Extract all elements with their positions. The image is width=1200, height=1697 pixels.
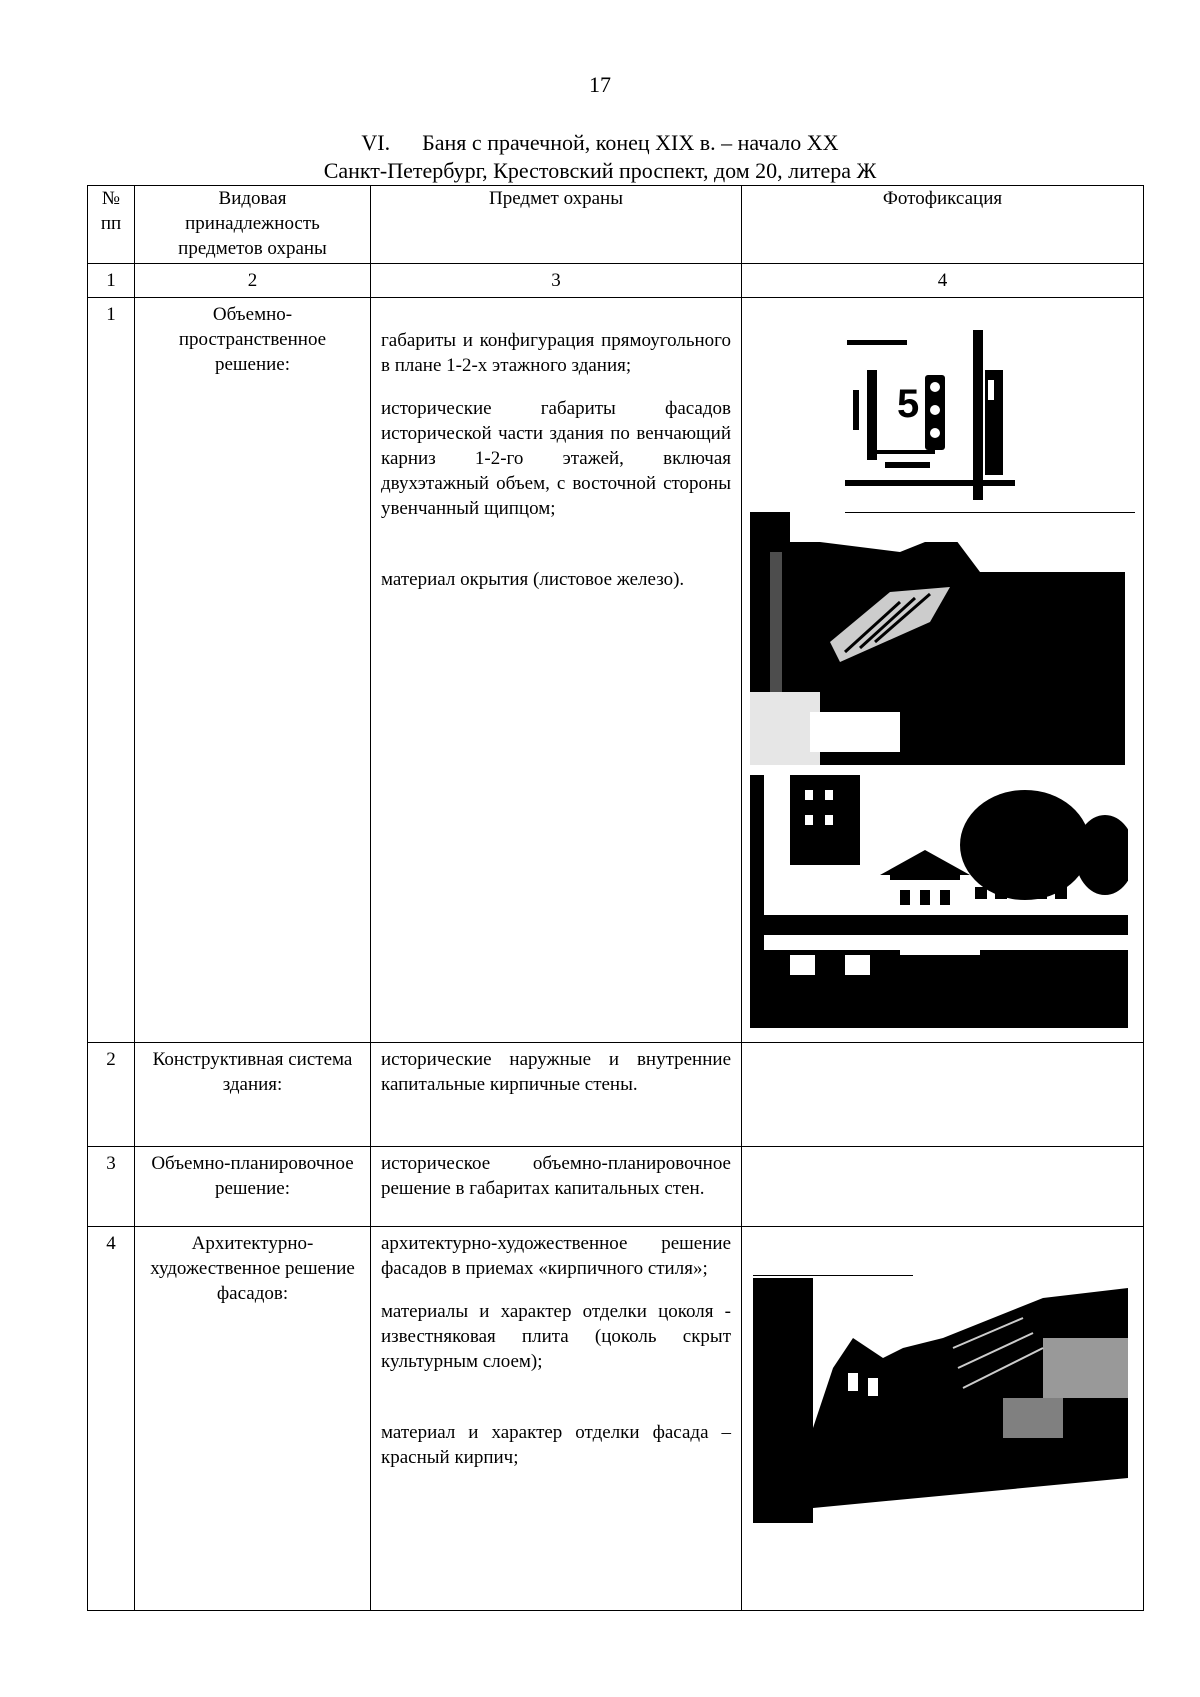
row-subject (371, 1227, 742, 1611)
table-row (88, 1043, 1144, 1147)
header-num: № пп (88, 186, 135, 264)
row-subject (371, 298, 742, 1043)
row-type: Объемно-пространственное решение: (135, 298, 371, 1043)
photo-house-number-plate (845, 330, 1015, 500)
document-heading (0, 130, 1200, 156)
row-type: Конструктивная система здания: (135, 1043, 371, 1147)
object-title: Баня с прачечной, конец XIX в. – начало XX (422, 130, 839, 155)
table-header-row (88, 186, 1144, 264)
row-subject (371, 1043, 742, 1147)
section-number: VI. (361, 130, 391, 155)
subject-item: исторические наружные и внутренние капитальные кирпичные стены. (381, 1049, 731, 1095)
row-type: Архитектурно-художественное решение фасадов: (135, 1227, 371, 1611)
row-type: Объемно-планировочное решение: (135, 1147, 371, 1227)
subject-item: материал и характер отделки фасада – красный кирпич; (381, 1422, 731, 1468)
header-photo: Фотофиксация (742, 186, 1144, 264)
object-address: Санкт-Петербург, Крестовский проспект, дом 20, литера Ж (323, 158, 877, 183)
photo-rule (845, 512, 1135, 513)
subject-item: материал окрытия (листовое железо). (381, 569, 685, 590)
subject-item: материалы и характер отделки цоколя - известняковая плита (цоколь скрыт культурным слоем); (381, 1301, 731, 1372)
photo-building-roof (750, 512, 1125, 765)
subject-item: архитектурно-художественное решение фасадов в приемах «кирпичного стиля»; (381, 1233, 731, 1279)
photo-building-facade (750, 775, 1128, 1028)
photo-rule (753, 1275, 913, 1276)
table-row (88, 1147, 1144, 1227)
header-type: Видовая принадлежность предметов охраны (135, 186, 371, 264)
index-row (88, 264, 1144, 298)
page-number: 17 (589, 72, 611, 97)
index-cell: 1 (88, 264, 135, 298)
photo-building-corner (753, 1278, 1128, 1523)
row-number: 1 (88, 298, 135, 1043)
row-number: 3 (88, 1147, 135, 1227)
house-number-text: 5 (897, 382, 920, 426)
row-subject (371, 1147, 742, 1227)
index-cell: 2 (135, 264, 371, 298)
row-number: 2 (88, 1043, 135, 1147)
row-photo (742, 1147, 1144, 1227)
header-subject: Предмет охраны (371, 186, 742, 264)
subject-item: габариты и конфигурация прямоугольного в плане 1-2-х этажного здания; (381, 330, 731, 376)
row-number: 4 (88, 1227, 135, 1611)
index-cell: 4 (742, 264, 1144, 298)
subject-item: исторические габариты фасадов исторической части здания по венчающий карниз 1-2-го этажей, включая двухэтажный объем, с восточной стороны увенчанный щипцом; (381, 398, 731, 519)
subject-item: историческое объемно-планировочное решение в габаритах капитальных стен. (381, 1153, 731, 1199)
index-cell: 3 (371, 264, 742, 298)
row-photo (742, 1043, 1144, 1147)
